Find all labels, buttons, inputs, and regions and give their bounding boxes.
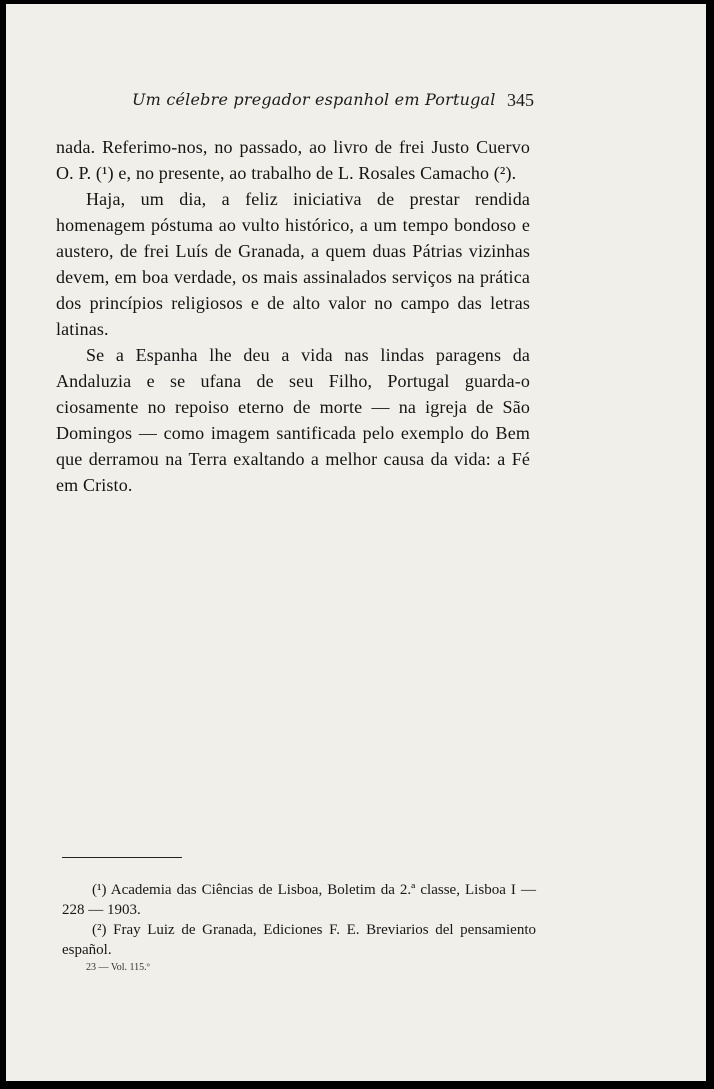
paragraph: Se a Espanha lhe deu a vida nas lindas paragens da Andaluzia e se ufana de seu Filho, Portugal guarda-o ciosamente no repoiso eterno de morte — na igreja de São Domingos — como imagem santificada pelo exemplo do Bem que derramou na Terra exaltando a melhor causa da vida: a Fé em Cristo. bbox=[56, 345, 530, 495]
page-number: 345 bbox=[507, 90, 534, 110]
footnotes bbox=[62, 880, 536, 960]
paragraph: nada. Referimo-nos, no passado, ao livro de frei Justo Cuervo O. P. (¹) e, no presente, ao trabalho de L. Rosales Camacho (²). bbox=[56, 137, 530, 183]
page bbox=[6, 4, 706, 1081]
body-text bbox=[56, 134, 530, 498]
footnote-divider bbox=[62, 857, 182, 858]
printer-signature: 23 — Vol. 115.º bbox=[86, 962, 150, 973]
running-head bbox=[132, 90, 542, 109]
footnote: (¹) Academia das Ciências de Lisboa, Boletim da 2.ª classe, Lisboa I — 228 — 1903. bbox=[62, 882, 536, 918]
footnote: (²) Fray Luiz de Granada, Ediciones F. E. Breviarios del pensamiento español. bbox=[62, 922, 536, 958]
running-title: Um célebre pregador espanhol em Portugal bbox=[132, 90, 496, 109]
paragraph: Haja, um dia, a feliz iniciativa de prestar rendida homenagem póstuma ao vulto histórico, a um tempo bondoso e austero, de frei Luís de Granada, a quem duas Pátrias vizinhas devem, em boa verdade, os mais assinalados serviços na prática dos princípios religiosos e de alto valor no campo das letras latinas. bbox=[56, 189, 530, 339]
